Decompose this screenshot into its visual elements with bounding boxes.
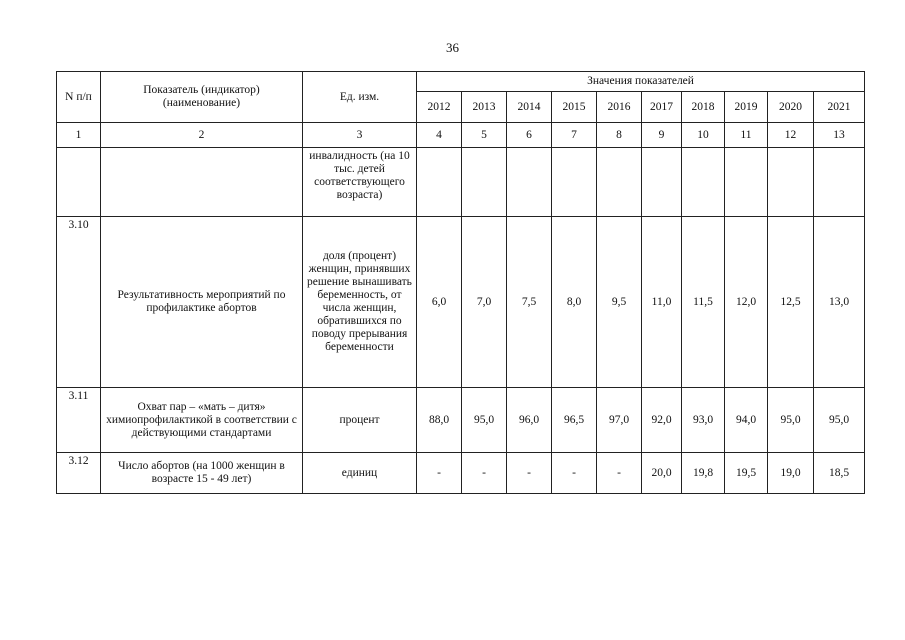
table-row (57, 388, 865, 453)
table-row (57, 453, 865, 494)
row-value: 92,0 (642, 388, 682, 453)
row-unit: доля (процент) женщин, принявших решение вынашивать беременность, от числа женщин, обратившихся по поводу прерывания беременности (303, 217, 417, 388)
row-unit: единиц (303, 453, 417, 494)
row-value: 7,0 (462, 217, 507, 388)
row-value: 88,0 (417, 388, 462, 453)
header-indicator: Показатель (индикатор) (наименование) (101, 72, 303, 123)
row-value: 95,0 (768, 388, 814, 453)
row-unit: инвалидность (на 10 тыс. детей соответствующего возраста) (303, 148, 417, 217)
row-value: 12,5 (768, 217, 814, 388)
column-number: 2 (101, 123, 303, 148)
row-num (57, 148, 101, 217)
row-value (597, 148, 642, 217)
row-value: 95,0 (814, 388, 865, 453)
header-year: 2019 (725, 92, 768, 123)
row-value: - (507, 453, 552, 494)
row-value: 20,0 (642, 453, 682, 494)
row-value (682, 148, 725, 217)
row-indicator: Охват пар – «мать – дитя» химиопрофилактикой в соответствии с действующими стандартами (101, 388, 303, 453)
header-values-group: Значения показателей (417, 72, 865, 92)
row-value: 7,5 (507, 217, 552, 388)
row-num: 3.12 (57, 453, 101, 494)
row-value: - (552, 453, 597, 494)
row-value (507, 148, 552, 217)
row-value (642, 148, 682, 217)
indicators-table (56, 71, 865, 494)
table-row (57, 148, 865, 217)
header-year: 2016 (597, 92, 642, 123)
row-value: 8,0 (552, 217, 597, 388)
row-value: 12,0 (725, 217, 768, 388)
header-year: 2021 (814, 92, 865, 123)
row-value: - (462, 453, 507, 494)
row-value: 19,5 (725, 453, 768, 494)
row-value: 19,0 (768, 453, 814, 494)
header-year: 2013 (462, 92, 507, 123)
row-num: 3.10 (57, 217, 101, 388)
column-number: 3 (303, 123, 417, 148)
column-number: 10 (682, 123, 725, 148)
row-value: 96,0 (507, 388, 552, 453)
column-number: 8 (597, 123, 642, 148)
row-indicator (101, 148, 303, 217)
row-value: 96,5 (552, 388, 597, 453)
row-value (552, 148, 597, 217)
row-value: 18,5 (814, 453, 865, 494)
row-value (814, 148, 865, 217)
row-value: 94,0 (725, 388, 768, 453)
header-year: 2017 (642, 92, 682, 123)
row-value (725, 148, 768, 217)
row-value: - (417, 453, 462, 494)
row-unit: процент (303, 388, 417, 453)
row-value (417, 148, 462, 217)
column-number: 7 (552, 123, 597, 148)
column-number: 1 (57, 123, 101, 148)
row-value: 19,8 (682, 453, 725, 494)
row-value: 6,0 (417, 217, 462, 388)
row-value: 11,0 (642, 217, 682, 388)
column-number: 5 (462, 123, 507, 148)
column-number: 13 (814, 123, 865, 148)
row-indicator: Результативность мероприятий по профилактике абортов (101, 217, 303, 388)
row-value: 9,5 (597, 217, 642, 388)
header-year: 2014 (507, 92, 552, 123)
header-year: 2020 (768, 92, 814, 123)
row-value: 11,5 (682, 217, 725, 388)
table-row (57, 217, 865, 388)
header-year: 2012 (417, 92, 462, 123)
row-value (462, 148, 507, 217)
column-number: 4 (417, 123, 462, 148)
column-numbers-row (57, 123, 865, 148)
column-number: 9 (642, 123, 682, 148)
row-value: 97,0 (597, 388, 642, 453)
column-number: 12 (768, 123, 814, 148)
header-year: 2018 (682, 92, 725, 123)
row-value (768, 148, 814, 217)
header-unit: Ед. изм. (303, 72, 417, 123)
row-value: - (597, 453, 642, 494)
row-num: 3.11 (57, 388, 101, 453)
row-value: 95,0 (462, 388, 507, 453)
column-number: 11 (725, 123, 768, 148)
header-row (57, 72, 865, 92)
row-indicator: Число абортов (на 1000 женщин в возрасте 15 - 49 лет) (101, 453, 303, 494)
header-num: N п/п (57, 72, 101, 123)
page-number: 36 (446, 40, 459, 55)
header-year: 2015 (552, 92, 597, 123)
column-number: 6 (507, 123, 552, 148)
row-value: 93,0 (682, 388, 725, 453)
row-value: 13,0 (814, 217, 865, 388)
